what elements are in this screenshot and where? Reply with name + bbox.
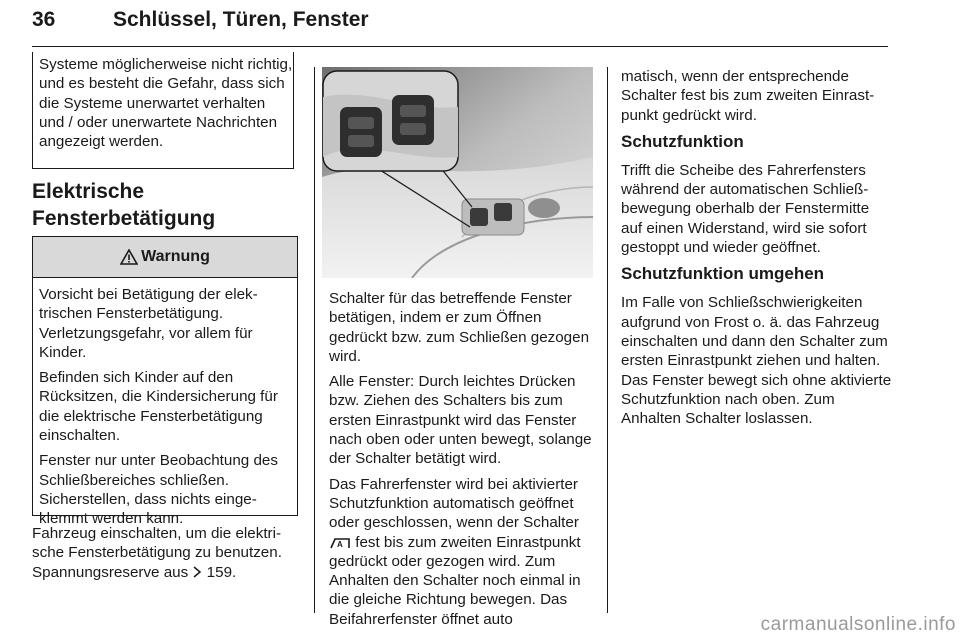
page-title: Schlüssel, Türen, Fenster bbox=[113, 8, 369, 31]
page-header bbox=[32, 8, 888, 42]
body-paragraph: Im Falle von Schließschwierigkeiten aufgrund von Frost o. ä. das Fahrzeug einschalten und dann den Schalter zum ersten Einrastpunkt ziehen und halten. Das Fenster bewegt sich ohne aktivierte Schutzfunktion nach oben. Zum Anhalten Schalter loslassen. bbox=[621, 294, 892, 428]
section-heading bbox=[32, 178, 215, 232]
body-paragraph: Schalter für das betreffende Fenster betätigen, indem er zum Öffnen gedrückt bzw. zum Schließen gezogen wird. bbox=[329, 290, 590, 365]
warning-body bbox=[33, 278, 297, 529]
page-number: 36 bbox=[32, 8, 56, 31]
continued-warning-text: Systeme möglicherweise nicht richtig, und es besteht die Gefahr, dass sich die Systeme unerwartet verhalten und / oder unerwartete Nachrichten angezeigt werden. bbox=[39, 56, 293, 151]
body-paragraph: matisch, wenn der entsprechende Schalter fest bis zum zweiten Einrastpunkt gedrückt wird. bbox=[621, 68, 875, 124]
auto-window-icon bbox=[329, 536, 351, 550]
reference-prefix: Spannungsreserve aus bbox=[32, 563, 189, 581]
subheading-protection: Schutzfunktion bbox=[621, 131, 744, 151]
warning-paragraph: Fenster nur unter Beobachtung des Schließbereiches schließen. Sicherstellen, dass nichts eingeklemmt werden kann. bbox=[39, 452, 278, 528]
column-2-text bbox=[329, 289, 595, 635]
body-paragraph bbox=[32, 524, 302, 582]
body-paragraph bbox=[329, 475, 595, 629]
column-3-text bbox=[621, 67, 893, 434]
continued-warning-box bbox=[32, 52, 294, 169]
reference-page-link[interactable]: 159. bbox=[206, 563, 237, 581]
body-paragraph-text: Fahrzeug einschalten, um die elektrische Fensterbetätigung zu benutzen. bbox=[32, 525, 282, 562]
reference-arrow-icon[interactable] bbox=[192, 564, 202, 576]
warning-header bbox=[33, 237, 297, 278]
column-1-text bbox=[32, 524, 302, 588]
section-heading-line2: Fensterbetätigung bbox=[32, 207, 216, 230]
body-paragraph: Alle Fenster: Durch leichtes Drücken bzw. Ziehen des Schalters bis zum ersten Einrastpunkt wird das Fenster nach oben oder unten bewegt, solange der Schalter betätigt wird. bbox=[329, 373, 592, 468]
body-paragraph-text: fest bis zum zweiten Einrastpunkt gedrückt oder gezogen wird. Zum Anhalten den Schalter noch einmal in die gleiche Richtung bewegen. Das Beifahrerfenster öffnet auto bbox=[329, 533, 581, 628]
body-paragraph-text: Das Fahrerfenster wird bei aktivierter Schutzfunktion automatisch geöffnet oder geschlossen, wenn der Schalter bbox=[329, 475, 579, 532]
column-divider-left bbox=[314, 67, 315, 613]
warning-paragraph: Vorsicht bei Betätigung der elektrischen Fensterbetätigung. Verletzungsgefahr, vor allem für Kinder. bbox=[39, 286, 258, 361]
header-rule bbox=[32, 46, 888, 47]
warning-label: Warnung bbox=[141, 248, 210, 265]
warning-paragraph: Befinden sich Kinder auf den Rücksitzen, die Kindersicherung für die elektrische Fensterbetätigung einschalten. bbox=[39, 369, 278, 445]
svg-text:A: A bbox=[337, 539, 343, 549]
watermark: carmanualsonline.info bbox=[760, 614, 956, 635]
warning-triangle-icon bbox=[120, 249, 138, 265]
body-paragraph: Trifft die Scheibe des Fahrerfensters während der automatischen Schließbewegung oberhalb der Fenstermitte auf einen Widerstand, wird sie sofort gestoppt und wieder geöffnet. bbox=[621, 161, 870, 257]
column-divider-right bbox=[607, 67, 608, 613]
section-heading-line1: Elektrische bbox=[32, 180, 145, 203]
warning-box bbox=[32, 236, 298, 528]
subheading-bypass-protection: Schutzfunktion umgehen bbox=[621, 264, 825, 284]
window-switch-illustration bbox=[322, 67, 593, 278]
